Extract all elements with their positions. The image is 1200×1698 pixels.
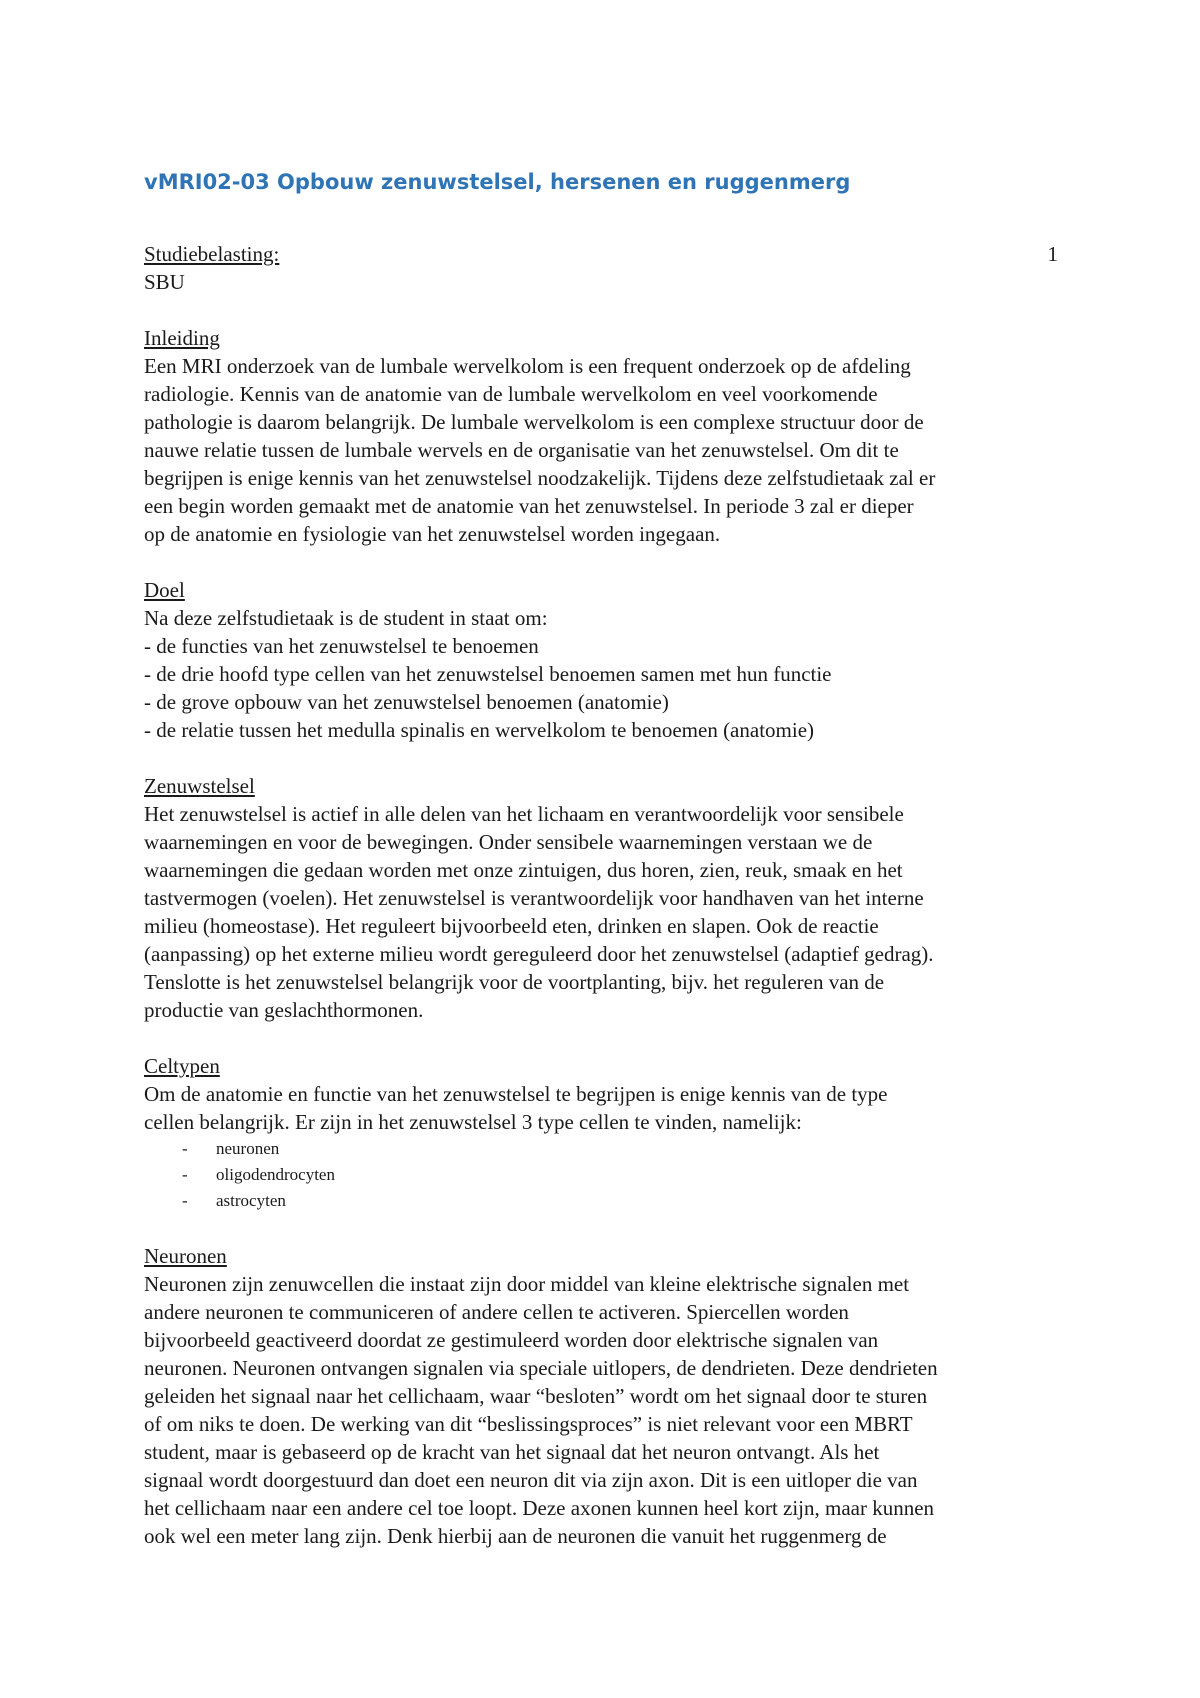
paragraph-line: nauwe relatie tussen de lumbale wervels en de organisatie van het zenuwstelsel. Om dit te xyxy=(144,438,899,462)
paragraph-line: tastvermogen (voelen). Het zenuwstelsel is verantwoordelijk voor handhaven van het interne xyxy=(144,886,924,910)
paragraph-line: waarnemingen en voor de bewegingen. Onder sensibele waarnemingen verstaan we de xyxy=(144,830,873,854)
paragraph-line: student, maar is gebaseerd op de kracht van het signaal dat het neuron ontvangt. Als het xyxy=(144,1440,880,1464)
section-heading: Celtypen xyxy=(144,1054,220,1078)
paragraph-line: Om de anatomie en functie van het zenuwstelsel te begrijpen is enige kennis van de type xyxy=(144,1082,888,1106)
studiebelasting-unit: SBU xyxy=(144,270,185,294)
paragraph-line: neuronen. Neuronen ontvangen signalen via speciale uitlopers, de dendrieten. Deze dendrieten xyxy=(144,1356,938,1380)
paragraph-line: begrijpen is enige kennis van het zenuwstelsel noodzakelijk. Tijdens deze zelfstudietaak zal er xyxy=(144,466,936,490)
paragraph-line: het cellichaam naar een andere cel toe loopt. Deze axonen kunnen heel kort zijn, maar kunnen xyxy=(144,1496,935,1520)
section-inleiding xyxy=(144,324,1064,548)
section-neuronen xyxy=(144,1242,1064,1550)
paragraph-line: een begin worden gemaakt met de anatomie van het zenuwstelsel. In periode 3 zal er dieper xyxy=(144,494,914,518)
paragraph-line: ook wel een meter lang zijn. Denk hierbij aan de neuronen die vanuit het ruggenmerg de xyxy=(144,1524,887,1548)
section-heading: Zenuwstelsel xyxy=(144,774,255,798)
paragraph-line: Neuronen zijn zenuwcellen die instaat zijn door middel van kleine elektrische signalen met xyxy=(144,1272,910,1296)
goal-item: - de relatie tussen het medulla spinalis en wervelkolom te benoemen (anatomie) xyxy=(144,718,815,742)
section-heading: Inleiding xyxy=(144,326,220,350)
paragraph-line: Het zenuwstelsel is actief in alle delen van het lichaam en verantwoordelijk voor sensibele xyxy=(144,802,904,826)
paragraph-line: op de anatomie en fysiologie van het zenuwstelsel worden ingegaan. xyxy=(144,522,721,546)
list-item: - neuronen xyxy=(182,1139,280,1158)
paragraph-line: milieu (homeostase). Het reguleert bijvoorbeeld eten, drinken en slapen. Ook de reactie xyxy=(144,914,879,938)
paragraph-line: andere neuronen te communiceren of andere cellen te activeren. Spiercellen worden xyxy=(144,1300,849,1324)
document-title: vMRI02-03 Opbouw zenuwstelsel, hersenen en ruggenmerg xyxy=(144,170,851,194)
paragraph-line: productie van geslachthormonen. xyxy=(144,998,424,1022)
paragraph-line: bijvoorbeeld geactiveerd doordat ze gestimuleerd worden door elektrische signalen van xyxy=(144,1328,879,1352)
paragraph-line: Tenslotte is het zenuwstelsel belangrijk voor de voortplanting, bijv. het reguleren van de xyxy=(144,970,885,994)
section-celtypen xyxy=(144,1052,1064,1214)
paragraph-line: pathologie is daarom belangrijk. De lumbale wervelkolom is een complexe structuur door de xyxy=(144,410,924,434)
goal-item: - de drie hoofd type cellen van het zenuwstelsel benoemen samen met hun functie xyxy=(144,662,832,686)
paragraph-line: Na deze zelfstudietaak is de student in staat om: xyxy=(144,606,548,630)
goal-item: - de functies van het zenuwstelsel te benoemen xyxy=(144,634,539,658)
studiebelasting-row xyxy=(144,240,1064,268)
paragraph-line: signaal wordt doorgestuurd dan doet een neuron dit via zijn axon. Dit is een uitloper die van xyxy=(144,1468,918,1492)
paragraph-line: Een MRI onderzoek van de lumbale wervelkolom is een frequent onderzoek op de afdeling xyxy=(144,354,911,378)
paragraph-line: cellen belangrijk. Er zijn in het zenuwstelsel 3 type cellen te vinden, namelijk: xyxy=(144,1110,802,1134)
list-item: - astrocyten xyxy=(182,1191,286,1210)
section-zenuwstelsel xyxy=(144,772,1064,1024)
paragraph-line: of om niks te doen. De werking van dit “beslissingsproces” is niet relevant voor een MBRT xyxy=(144,1412,913,1436)
paragraph-line: waarnemingen die gedaan worden met onze zintuigen, dus horen, zien, reuk, smaak en het xyxy=(144,858,903,882)
section-heading: Neuronen xyxy=(144,1244,227,1268)
paragraph-line: (aanpassing) op het externe milieu wordt gereguleerd door het zenuwstelsel (adaptief gedrag). xyxy=(144,942,934,966)
section-doel xyxy=(144,576,1064,744)
cell-type-list xyxy=(144,1136,1064,1214)
paragraph-line: geleiden het signaal naar het cellichaam, waar “besloten” wordt om het signaal door te sturen xyxy=(144,1384,928,1408)
goal-item: - de grove opbouw van het zenuwstelsel benoemen (anatomie) xyxy=(144,690,669,714)
studiebelasting-value: 1 xyxy=(1047,242,1058,266)
list-item: - oligodendrocyten xyxy=(182,1165,335,1184)
document-page xyxy=(144,168,1064,1550)
paragraph-line: radiologie. Kennis van de anatomie van de lumbale wervelkolom en veel voorkomende xyxy=(144,382,878,406)
studiebelasting-label: Studiebelasting: xyxy=(144,242,280,266)
section-heading: Doel xyxy=(144,578,185,602)
